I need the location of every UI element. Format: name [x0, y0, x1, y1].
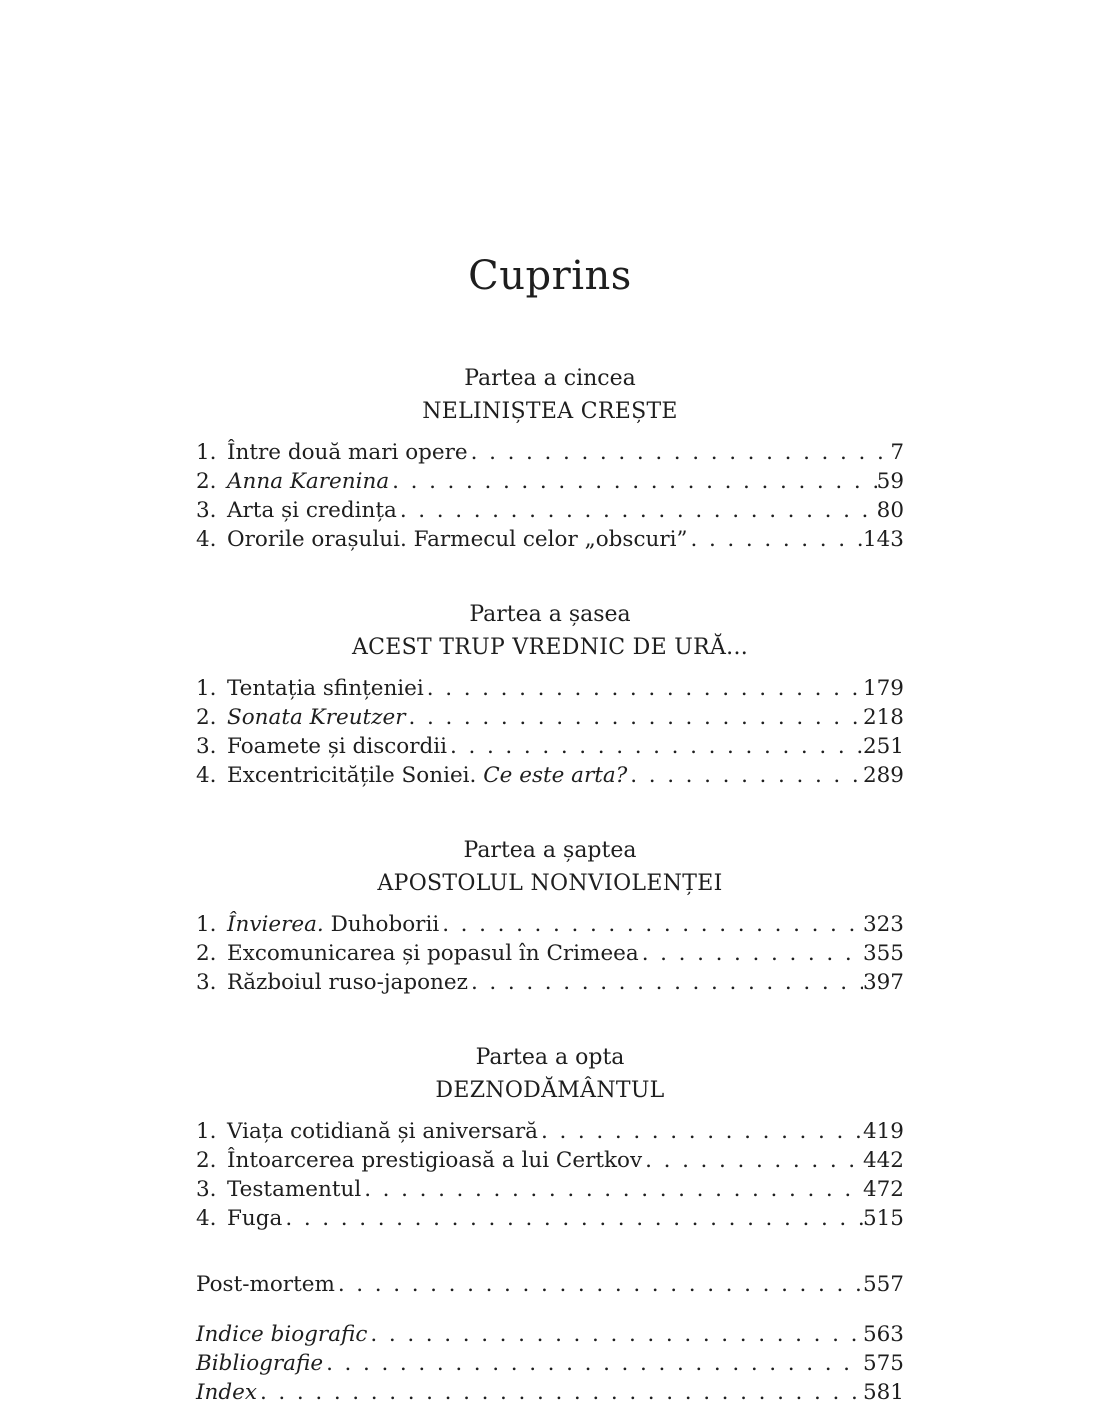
toc-entry-title — [227, 1204, 282, 1233]
part-label: Partea a cincea — [464, 366, 636, 391]
toc-entry — [196, 1175, 904, 1204]
toc-title-segment: Sonata Kreutzer — [227, 705, 406, 730]
toc-entry — [196, 910, 904, 939]
toc-entry-title — [196, 1378, 257, 1407]
toc-entry-title — [227, 761, 627, 790]
toc-entry-page: 218 — [862, 705, 904, 730]
toc-title-segment: Ororile orașului. Farmecul celor „obscuri” — [227, 527, 688, 552]
toc-section-items — [196, 910, 904, 997]
toc-dot-leader — [424, 674, 863, 703]
toc-entry-page: 355 — [862, 941, 904, 966]
toc-title-segment: Arta și credința — [227, 498, 397, 523]
toc-entry-title — [227, 703, 406, 732]
toc-dot-leader — [406, 703, 863, 732]
toc-part-header — [196, 1041, 904, 1107]
toc-entry — [196, 1146, 904, 1175]
toc-entry — [196, 1349, 904, 1378]
toc-back-matter — [196, 1320, 904, 1407]
toc-entry — [196, 496, 904, 525]
part-title: NELINIȘTEA CREȘTE — [422, 399, 678, 424]
part-label: Partea a opta — [475, 1045, 625, 1070]
toc-entry-page: 442 — [862, 1148, 904, 1173]
toc-entry-title — [196, 1349, 323, 1378]
toc-dot-leader — [397, 496, 877, 525]
toc-entry-title — [227, 732, 447, 761]
toc-entry-page: 323 — [862, 912, 904, 937]
toc-dot-leader — [447, 732, 863, 761]
toc-entry-number: 1. — [196, 1119, 217, 1144]
toc-dot-leader — [361, 1175, 863, 1204]
toc-entry-number: 4. — [196, 1206, 217, 1231]
toc-closing — [196, 1270, 904, 1299]
toc-title-segment: Index — [196, 1380, 257, 1405]
toc-entry-page: 472 — [862, 1177, 904, 1202]
toc-title-segment: Anna Karenina — [227, 469, 390, 494]
toc-title-segment: Tentația sfințeniei — [227, 676, 424, 701]
toc-entry-number: 3. — [196, 498, 217, 523]
toc-entry — [196, 1204, 904, 1233]
toc-title-segment: Între două mari opere — [227, 440, 468, 465]
toc-dot-leader — [335, 1270, 863, 1299]
toc-entry-page: 515 — [862, 1206, 904, 1231]
toc-title-segment: Duhoborii — [323, 912, 440, 937]
toc-entry-title — [227, 438, 468, 467]
toc-entry-number: 4. — [196, 763, 217, 788]
toc-entry-page: 575 — [862, 1351, 904, 1376]
toc-dot-leader — [367, 1320, 863, 1349]
part-title: ACEST TRUP VREDNIC DE URĂ... — [351, 635, 749, 660]
toc-entry-page: 289 — [862, 763, 904, 788]
toc-title-segment: Întoarcerea prestigioasă a lui Certkov — [227, 1148, 643, 1173]
toc-dot-leader — [642, 1146, 863, 1175]
toc-entry-title — [196, 1320, 367, 1349]
toc-entry-page: 397 — [862, 970, 904, 995]
toc-entry-title — [227, 1175, 361, 1204]
part-title: DEZNODĂMÂNTUL — [435, 1078, 665, 1103]
toc-entry-title — [227, 674, 424, 703]
toc-entry-page: 581 — [862, 1380, 904, 1405]
toc-dot-leader — [468, 438, 891, 467]
toc-entry — [196, 761, 904, 790]
toc-title-segment: Fuga — [227, 1206, 283, 1231]
toc-entry-number: 3. — [196, 1177, 217, 1202]
toc-section-items — [196, 1117, 904, 1233]
toc-entry-page: 563 — [862, 1322, 904, 1347]
toc-entry-title — [227, 525, 688, 554]
toc-dot-leader — [639, 939, 863, 968]
toc-entry-page: 143 — [862, 527, 904, 552]
toc-entry-number: 1. — [196, 440, 217, 465]
toc-entry — [196, 1378, 904, 1407]
toc-title-segment: Post-mortem — [196, 1272, 335, 1297]
toc-entry-page: 179 — [862, 676, 904, 701]
toc-title-segment: Războiul ruso-japonez — [227, 970, 468, 995]
toc-dot-leader — [468, 968, 863, 997]
toc-entry-title — [227, 1146, 642, 1175]
toc-entry-title — [196, 1270, 335, 1299]
toc-section-items — [196, 438, 904, 554]
toc-title-segment: Excomunicarea și popasul în Crimeea — [227, 941, 639, 966]
toc-part-header — [196, 598, 904, 664]
toc-title-segment: Învierea. — [227, 912, 324, 937]
toc-entry-page: 251 — [862, 734, 904, 759]
toc-title-segment: Viața cotidiană și aniversară — [227, 1119, 538, 1144]
toc-entry — [196, 703, 904, 732]
toc-title-segment: Indice biografic — [196, 1322, 368, 1347]
toc-entry-number: 2. — [196, 941, 217, 966]
toc-title-segment: Ce este arta? — [483, 763, 628, 788]
toc-entry — [196, 1117, 904, 1146]
part-label: Partea a șasea — [469, 602, 631, 627]
toc-entry-number: 2. — [196, 469, 217, 494]
toc-entry-page: 59 — [876, 469, 904, 494]
toc-entry-page: 7 — [890, 440, 904, 465]
toc-section-items — [196, 674, 904, 790]
toc-dot-leader — [323, 1349, 863, 1378]
part-title: APOSTOLUL NONVIOLENȚEI — [377, 871, 723, 896]
toc-entry-number: 4. — [196, 527, 217, 552]
part-label: Partea a șaptea — [463, 838, 637, 863]
toc-entry — [196, 939, 904, 968]
toc-entry — [196, 467, 904, 496]
toc-entry-title — [227, 939, 639, 968]
toc-entry — [196, 525, 904, 554]
toc-entry-title — [227, 910, 439, 939]
toc-dot-leader — [439, 910, 863, 939]
toc-dot-leader — [389, 467, 876, 496]
toc-dot-leader — [538, 1117, 863, 1146]
toc-entry-number: 3. — [196, 970, 217, 995]
toc-entry-number: 1. — [196, 676, 217, 701]
toc-dot-leader — [688, 525, 863, 554]
toc-entry-number: 2. — [196, 705, 217, 730]
toc-entry-title — [227, 467, 389, 496]
toc-title-segment: Testamentul — [227, 1177, 362, 1202]
toc-entry — [196, 1270, 904, 1299]
toc-entry-page: 80 — [876, 498, 904, 523]
page-title: Cuprins — [468, 253, 632, 299]
toc-entry — [196, 438, 904, 467]
toc-entry-number: 3. — [196, 734, 217, 759]
toc-part-header — [196, 362, 904, 428]
toc-entry-page: 419 — [862, 1119, 904, 1144]
toc-title-segment: Excentricitățile Soniei. — [227, 763, 484, 788]
toc-entry-number: 2. — [196, 1148, 217, 1173]
toc-entry — [196, 732, 904, 761]
toc-entry — [196, 968, 904, 997]
toc-entry-page: 557 — [862, 1272, 904, 1297]
toc-dot-leader — [627, 761, 863, 790]
toc-title-segment: Bibliografie — [196, 1351, 324, 1376]
toc-entry — [196, 674, 904, 703]
toc-part-header — [196, 834, 904, 900]
toc-entry-title — [227, 496, 397, 525]
toc-dot-leader — [257, 1378, 863, 1407]
table-of-contents — [196, 362, 904, 1407]
toc-entry-number: 1. — [196, 912, 217, 937]
toc-entry-title — [227, 1117, 538, 1146]
toc-entry-title — [227, 968, 468, 997]
toc-entry — [196, 1320, 904, 1349]
toc-dot-leader — [282, 1204, 863, 1233]
toc-title-segment: Foamete și discordii — [227, 734, 448, 759]
